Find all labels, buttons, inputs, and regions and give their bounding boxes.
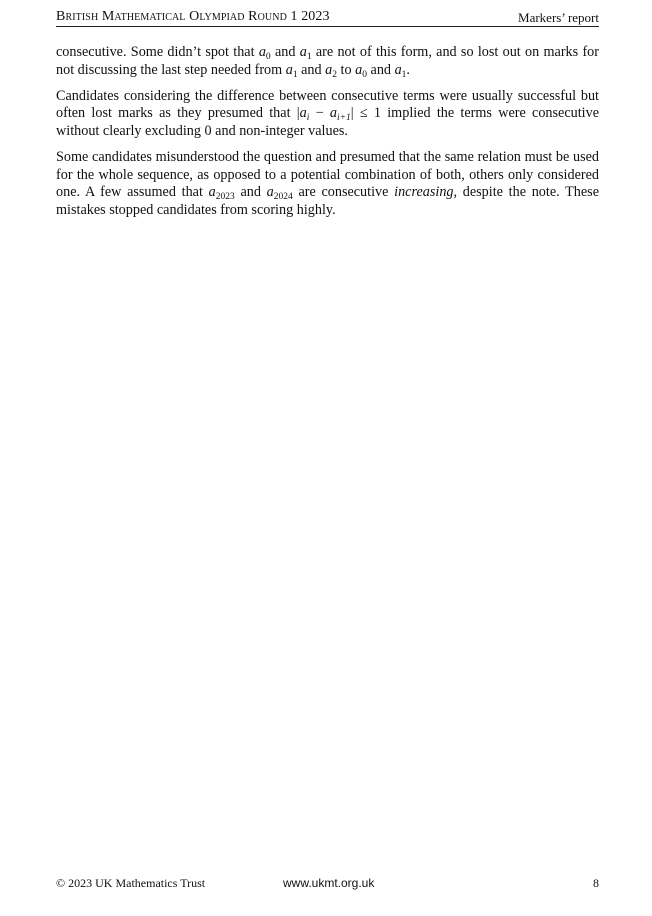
math-variable: a — [258, 44, 266, 60]
paragraph-1 — [56, 44, 599, 79]
paragraph-3 — [56, 149, 599, 219]
subscript: 2023 — [215, 192, 235, 203]
math-variable: a — [329, 105, 337, 122]
report-body — [56, 44, 599, 228]
paragraph-2 — [56, 88, 599, 141]
subscript: i+1 — [336, 113, 351, 124]
text-run: and — [366, 61, 395, 78]
text-run: are not of this form, and so lost out on marks for not discussing the last step needed from — [56, 44, 599, 78]
page-footer — [56, 876, 599, 892]
emphasis: increasing — [394, 184, 454, 201]
page-number: 8 — [593, 876, 599, 890]
text-run: Candidates considering the difference between consecutive terms were usually successful but often lost marks as they presumed that | — [56, 87, 599, 122]
subscript: 1 — [401, 69, 407, 80]
text-run: are consecutive — [292, 184, 395, 201]
math-variable: a — [299, 44, 307, 60]
subscript: 2024 — [273, 192, 293, 203]
document-title: British Mathematical Olympiad Round 1 2023 — [56, 9, 330, 24]
subscript: i — [306, 113, 310, 124]
math-operator: − — [309, 105, 330, 122]
math-variable: a — [266, 184, 274, 201]
subscript: 1 — [306, 52, 312, 62]
subscript: 0 — [265, 52, 271, 62]
text-run: and — [234, 184, 267, 201]
page-header — [56, 9, 599, 27]
math-variable: a — [355, 61, 363, 78]
math-variable: a — [299, 105, 307, 122]
text-run: to — [337, 61, 356, 78]
copyright-notice: © 2023 UK Mathematics Trust — [56, 876, 206, 890]
text-run: consecutive. Some didn’t spot that — [56, 44, 259, 60]
text-run: and — [270, 44, 300, 60]
subscript: 0 — [362, 69, 367, 80]
text-run: , despite the note. These mistakes stopped candidates from scoring highly. — [56, 184, 599, 218]
math-variable: a — [285, 61, 293, 78]
text-run: . — [406, 61, 410, 78]
text-run: | ≤ 1 implied the terms were consecutive without clearly excluding 0 and non-integer values. — [56, 105, 599, 139]
math-variable: a — [208, 184, 216, 201]
subscript: 1 — [292, 69, 298, 80]
text-run: Some candidates misunderstood the question and presumed that the same relation must be used for the whole sequence, as opposed to a potential combination of both, others only considered one. A few assumed that — [56, 148, 599, 201]
math-variable: a — [325, 61, 333, 78]
subscript: 2 — [332, 69, 337, 80]
report-label: Markers’ report — [518, 10, 599, 25]
math-variable: a — [394, 61, 402, 78]
text-run: and — [297, 61, 326, 78]
website-link[interactable]: www.ukmt.org.uk — [283, 876, 375, 890]
